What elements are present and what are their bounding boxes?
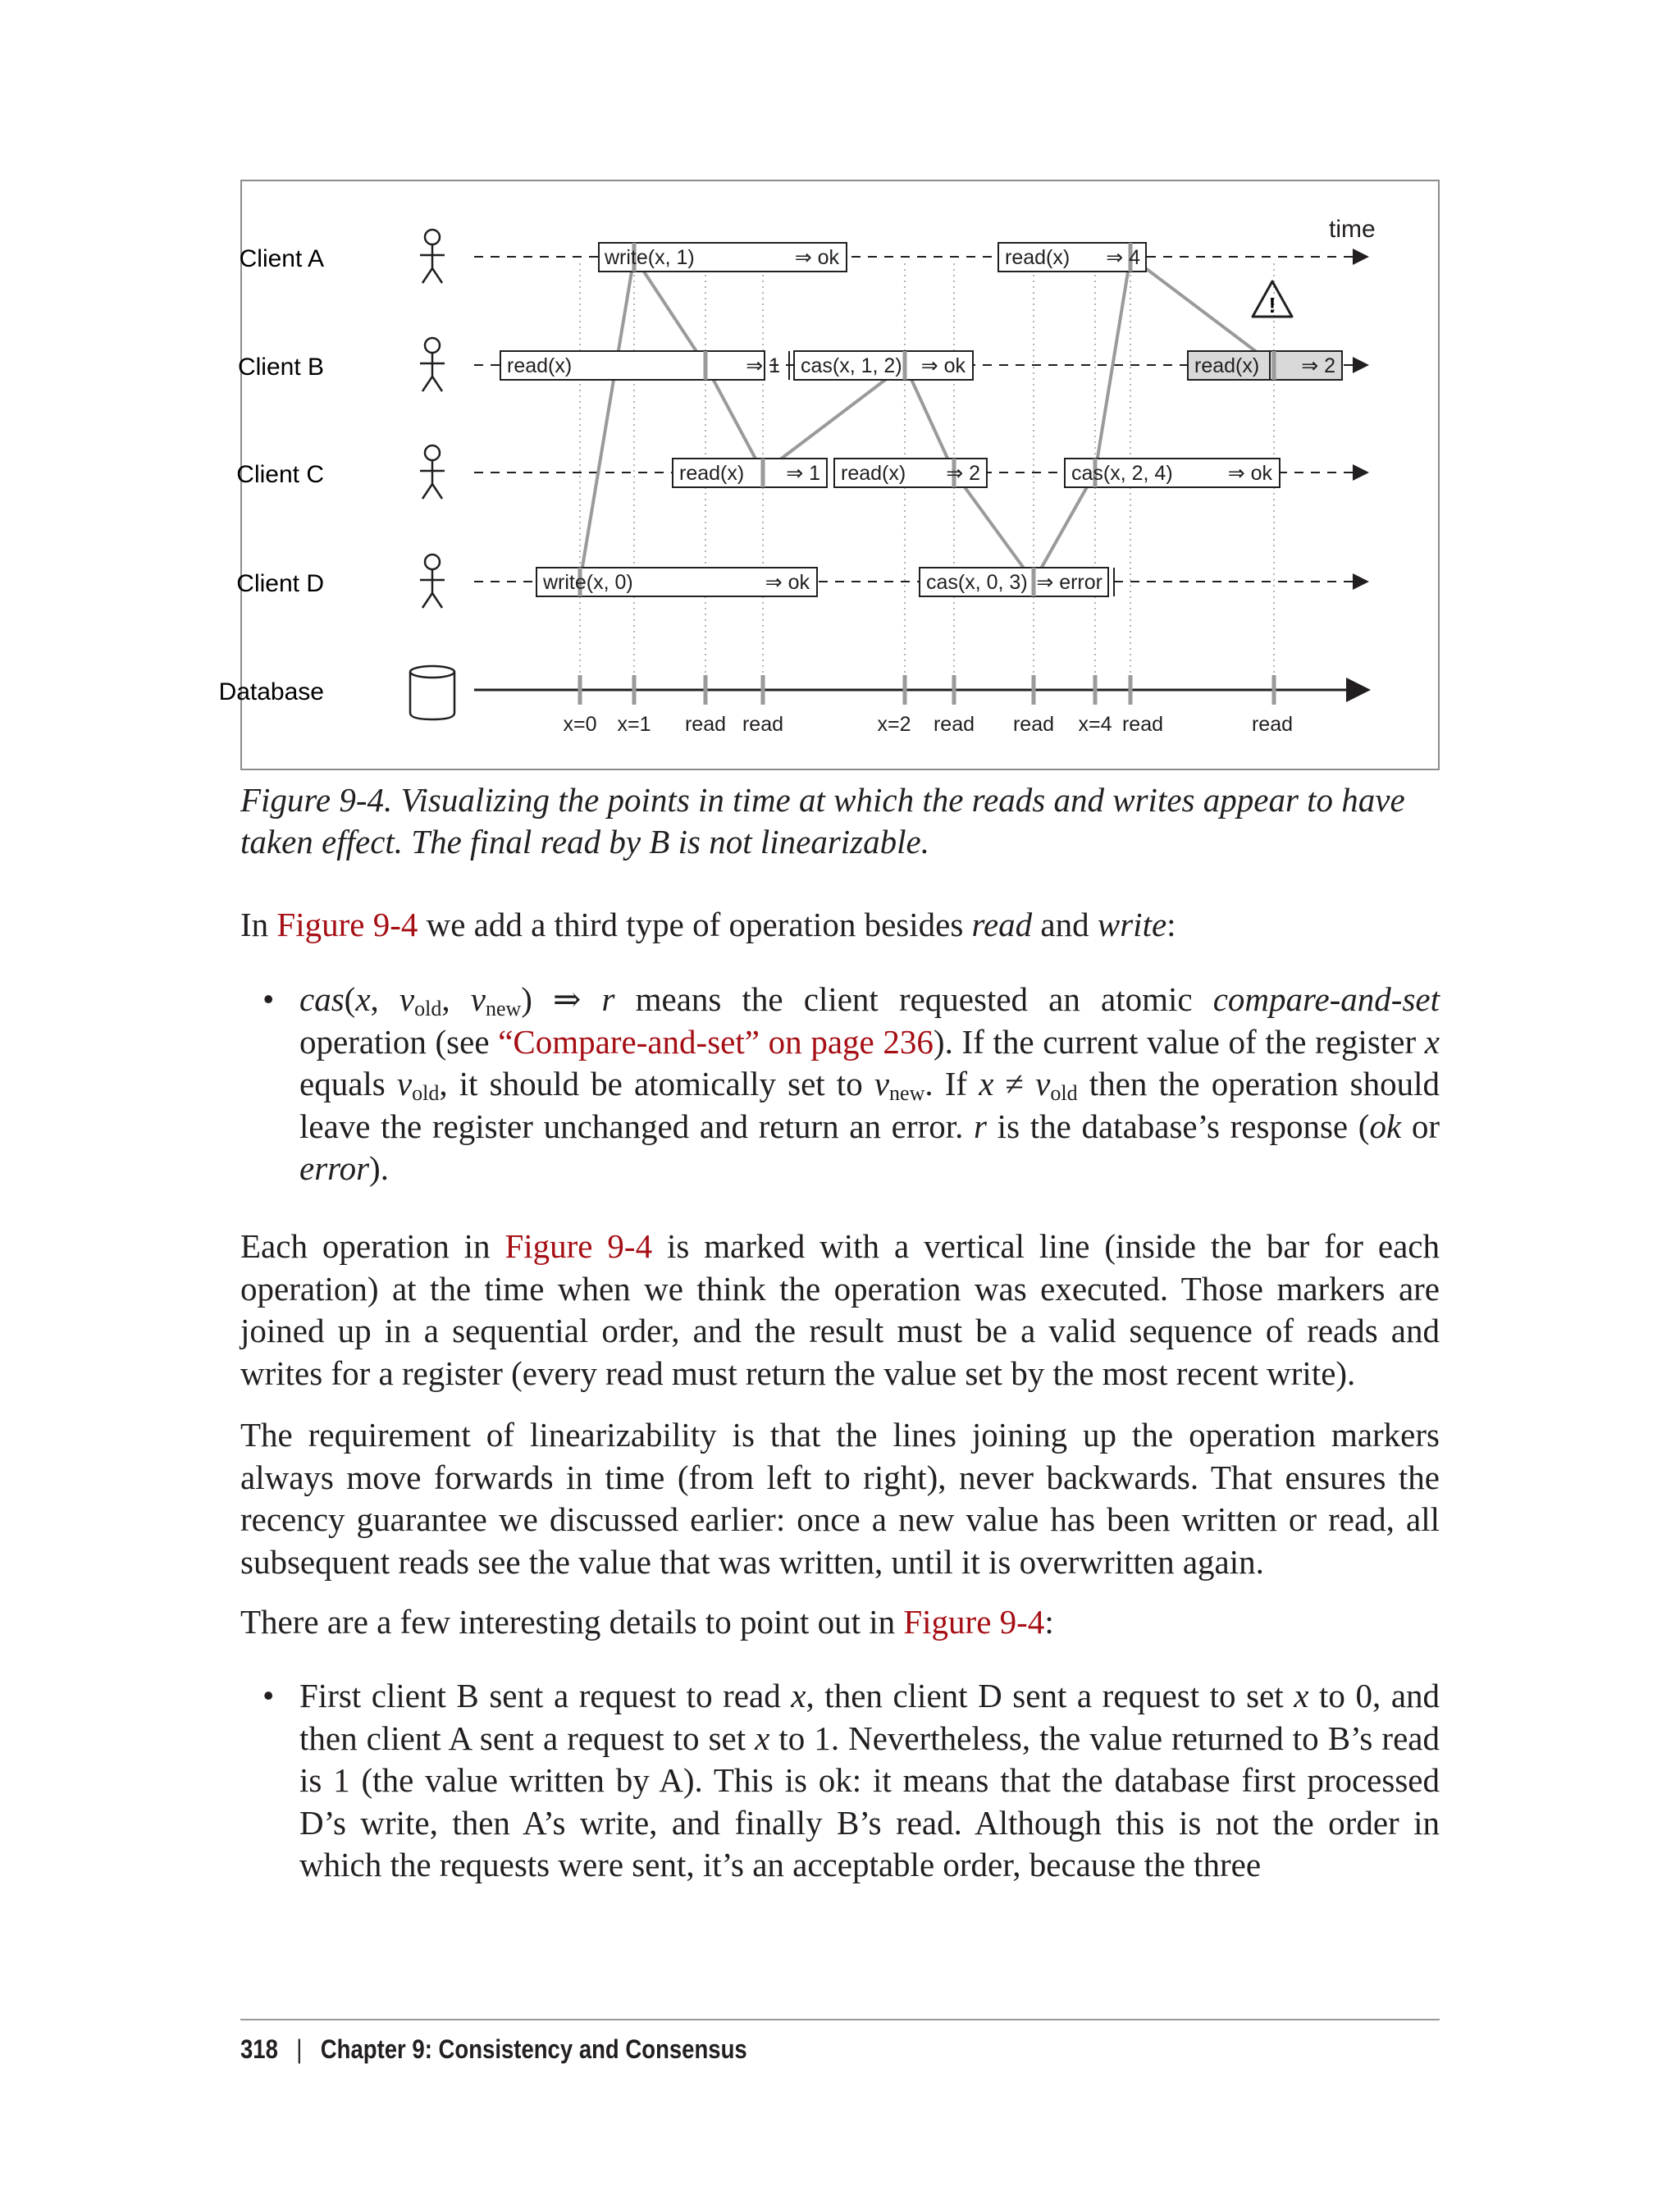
operation-markers [580, 243, 1274, 596]
figure-caption: Figure 9-4. Visualizing the points in time at which the reads and writes appear to have taken effect. The final read by B is not linearizable. [240, 781, 1405, 861]
client-b-label: Client B [237, 354, 324, 381]
svg-text:!: ! [1268, 293, 1276, 317]
figure-link[interactable]: Figure 9-4 [903, 1603, 1045, 1641]
db-tick-label: x=2 [877, 713, 911, 736]
db-tick-label: x=4 [1078, 713, 1112, 736]
client-d-person-icon [420, 555, 445, 608]
op-d-ok: ⇒ ok [765, 571, 810, 594]
client-b-person-icon [420, 338, 445, 391]
op-c-ret2: ⇒ 2 [946, 462, 980, 485]
op-d-err: ⇒ error [1036, 571, 1102, 594]
client-c-person-icon [420, 445, 445, 499]
bullet-dot: • [262, 980, 275, 1018]
figure-link[interactable]: Figure 9-4 [276, 906, 418, 943]
op-b-cas: cas(x, 1, 2) [801, 354, 902, 377]
client-a-person-icon [420, 230, 445, 283]
op-b-ret1: ⇒ 1 [746, 354, 780, 377]
db-tick-label: read [1012, 713, 1055, 736]
op-a-read: read(x) [1005, 246, 1071, 269]
paragraph-requirement: The requirement of linearizability is that the lines joining up the operation markers always move forwards in time (from left to right), never backwards. That ensures the recency guarantee we discussed earlier: once a new value has been written or read, all subsequent reads see the value that was written, until it is overwritten again. [240, 1416, 1440, 1581]
op-d-cas: cas(x, 0, 3) [926, 571, 1028, 594]
footer-rule [240, 2019, 1440, 2020]
op-b-read: read(x) [507, 354, 573, 377]
op-a-ok: ⇒ ok [794, 246, 839, 269]
op-b-ok: ⇒ ok [920, 354, 966, 377]
client-c-label: Client C [236, 461, 324, 488]
footer-separator: | [296, 2034, 303, 2064]
bullet-cas: • cas(x, $v_{old}$, $v_{new}$) ⇒ r means the client requested an atomic compare-and-set operation (see “Compare-and-set” on page 236). If the current value of the register x equals $v_{old}$, it should be atomically set to $v_{new}$. If $x \ne v_{old}$ then the operation should leave the register unchanged and return an error. r is the database’s response (ok or error). [262, 980, 1440, 1187]
db-tick-label: x=0 [563, 713, 597, 736]
op-c-ok: ⇒ ok [1227, 462, 1272, 485]
db-tick-label: read [742, 713, 784, 736]
warning-icon [1253, 281, 1292, 317]
db-tick-label: read [1121, 713, 1164, 736]
time-label: time [1329, 216, 1376, 243]
figure-9-4 [218, 180, 1440, 770]
database-icon [410, 666, 454, 719]
client-a-label: Client A [239, 245, 324, 272]
page-footer [240, 2034, 747, 2065]
linearizability-diagram [218, 181, 1441, 772]
op-a-ret: ⇒ 4 [1106, 246, 1140, 269]
op-c-ret1: ⇒ 1 [786, 462, 820, 485]
compare-and-set-link[interactable]: “Compare-and-set” on page 236 [498, 1022, 934, 1061]
db-tick-label: read [933, 713, 975, 736]
database-label: Database [218, 678, 324, 705]
db-tick-label: read [684, 713, 727, 736]
op-c-cas: cas(x, 2, 4) [1071, 462, 1173, 485]
chapter-title: Chapter 9: Consistency and Consensus [320, 2034, 747, 2064]
page-number: 318 [240, 2034, 278, 2064]
op-a-write: write(x, 1) [605, 246, 695, 269]
paragraph-markers: Each operation in Figure 9-4 is marked with a vertical line (inside the bar for each operation) at the time when we think the operation was executed. Those markers are joined up in a sequential order, and the result must be a valid sequence of reads and writes for a register (every read must return the value set by the most recent write). [240, 1227, 1440, 1392]
figure-link[interactable]: Figure 9-4 [504, 1227, 653, 1265]
bullet-first-client: • First client B sent a request to read x, then client D sent a request to set x to 0, and then client A sent a request to set x to 1. Nevertheless, the value returned to B’s read is 1 (the value written by A). This is ok: it means that the database first processed D’s write, then A’s write, and finally B’s read. Although this is not the order in which the requests were sent, it’s an acceptable order, because the three [262, 1677, 1440, 1883]
op-c-read2: read(x) [841, 462, 906, 485]
paragraph-details: There are a few interesting details to point out in Figure 9-4: [240, 1603, 1054, 1641]
op-b-read2: read(x) [1194, 354, 1260, 377]
bullet-dot: • [262, 1677, 275, 1714]
op-c-read: read(x) [679, 462, 745, 485]
client-d-label: Client D [236, 570, 324, 597]
db-tick-label: x=1 [617, 713, 651, 736]
paragraph-intro: In Figure 9-4 we add a third type of operation besides read and write: [240, 906, 1176, 943]
db-tick-label: read [1251, 713, 1294, 736]
op-d-write: write(x, 0) [543, 571, 633, 594]
linearization-lines [580, 257, 1274, 582]
op-b-ret2: ⇒ 2 [1301, 354, 1335, 377]
